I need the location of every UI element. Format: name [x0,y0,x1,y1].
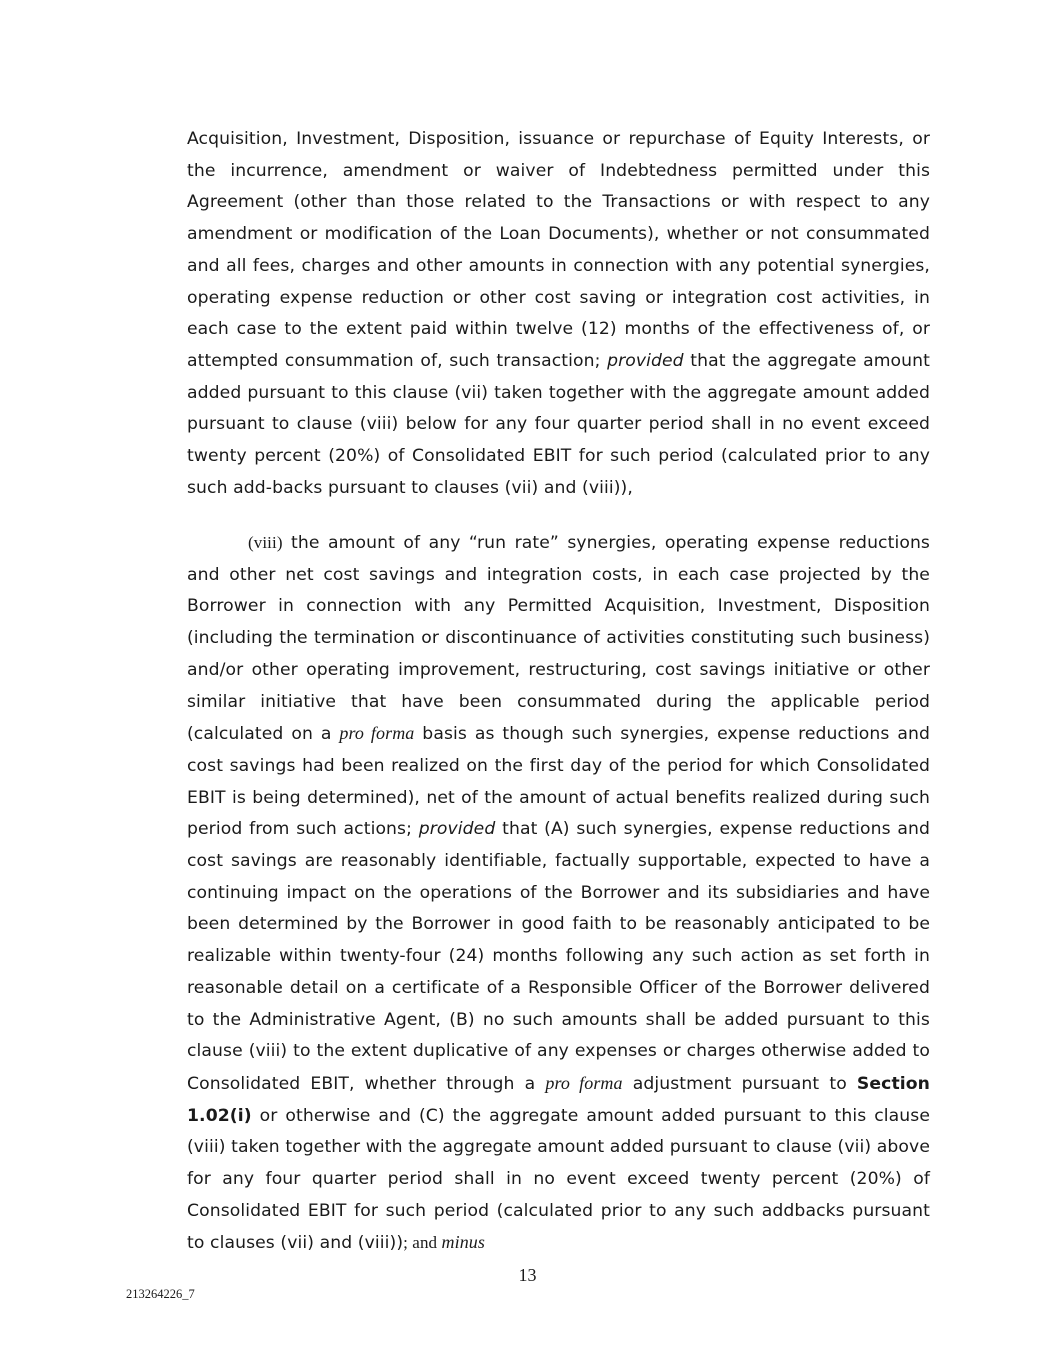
provided-term: provided [607,350,684,371]
para2-text-e: or otherwise and (C) the aggregate amount added pursuant to this clause (viii) taken together with the aggregate amount added pursuant to clause (vii) above for any four quarter period shall in no event exceed twenty percent (20%) of Consolidated EBIT for such period (calculated prior to any such addbacks pursuant to clauses (vii) and (viii)) [187,1105,930,1254]
section-reference: Section 1.02(i) [187,1073,930,1126]
page-number: 13 [518,1265,537,1285]
para2-text-b: basis as though such synergies, expense reductions and cost savings had been realized on the first day of the period for which Consolidated EBIT is being determined), net of the amount of actual benefits realized during such period from such actions; [187,724,930,840]
pro-forma-term-2: pro forma [545,1072,623,1093]
para1-text-b: that the aggregate amount added pursuant to this clause (vii) taken together with the aggregate amount added pursuant to clause (viii) below for any four quarter period shall in no event exceed twenty percent (20%) of Consolidated EBIT for such period (calculated prior to any such add-backs pursuant to clauses (vii) and (viii)), [187,350,930,498]
pro-forma-term-1: pro forma [339,723,415,744]
paragraph-clause-viii [187,527,930,1260]
para2-text-d: adjustment pursuant to [622,1073,857,1094]
para2-tail-and: ; and [403,1233,442,1253]
para2-text-a: the amount of any “run rate” synergies, operating expense reductions and other net cost savings and integration costs, in each case projected by the Borrower in connection with any Permitted Acquisition, Investment, Disposition (including the termination or discontinuance of activities constituting such business) and/or other operating improvement, restructuring, cost savings initiative or other similar initiative that have been consummated during the applicable period (calculated on a [187,533,930,745]
clause-label-viii: (viii) [248,533,283,552]
para1-text-a: Acquisition, Investment, Disposition, issuance or repurchase of Equity Interests, or the incurrence, amendment or waiver of Indebtedness permitted under this Agreement (other than those related to the Transactions or with respect to any amendment or modification of the Loan Documents), whether or not consummated and all fees, charges and other amounts in connection with any potential synergies, operating expense reduction or other cost saving or integration cost activities, in each case to the extent paid within twelve (12) months of the effectiveness of, or attempted consummation of, such transaction; [187,129,930,371]
provided-term: provided [418,819,496,840]
para2-text-c: that (A) such synergies, expense reductions and cost savings are reasonably identifiable, factually supportable, expected to have a continuing impact on the operations of the Borrower and its subsidiaries and have been determined by the Borrower in good faith to be reasonably anticipated to be realizable within twenty-four (24) months following any such action as set forth in reasonable detail on a certificate of a Responsible Officer of the Borrower delivered to the Administrative Agent, (B) no such amounts shall be added pursuant to this clause (viii) to the extent duplicative of any expenses or charges otherwise added to Consolidated EBIT, whether through a [187,819,930,1094]
paragraph-clause-vii-continuation [187,124,930,504]
minus-term: minus [441,1232,486,1253]
document-id: 213264226_7 [126,1287,195,1301]
